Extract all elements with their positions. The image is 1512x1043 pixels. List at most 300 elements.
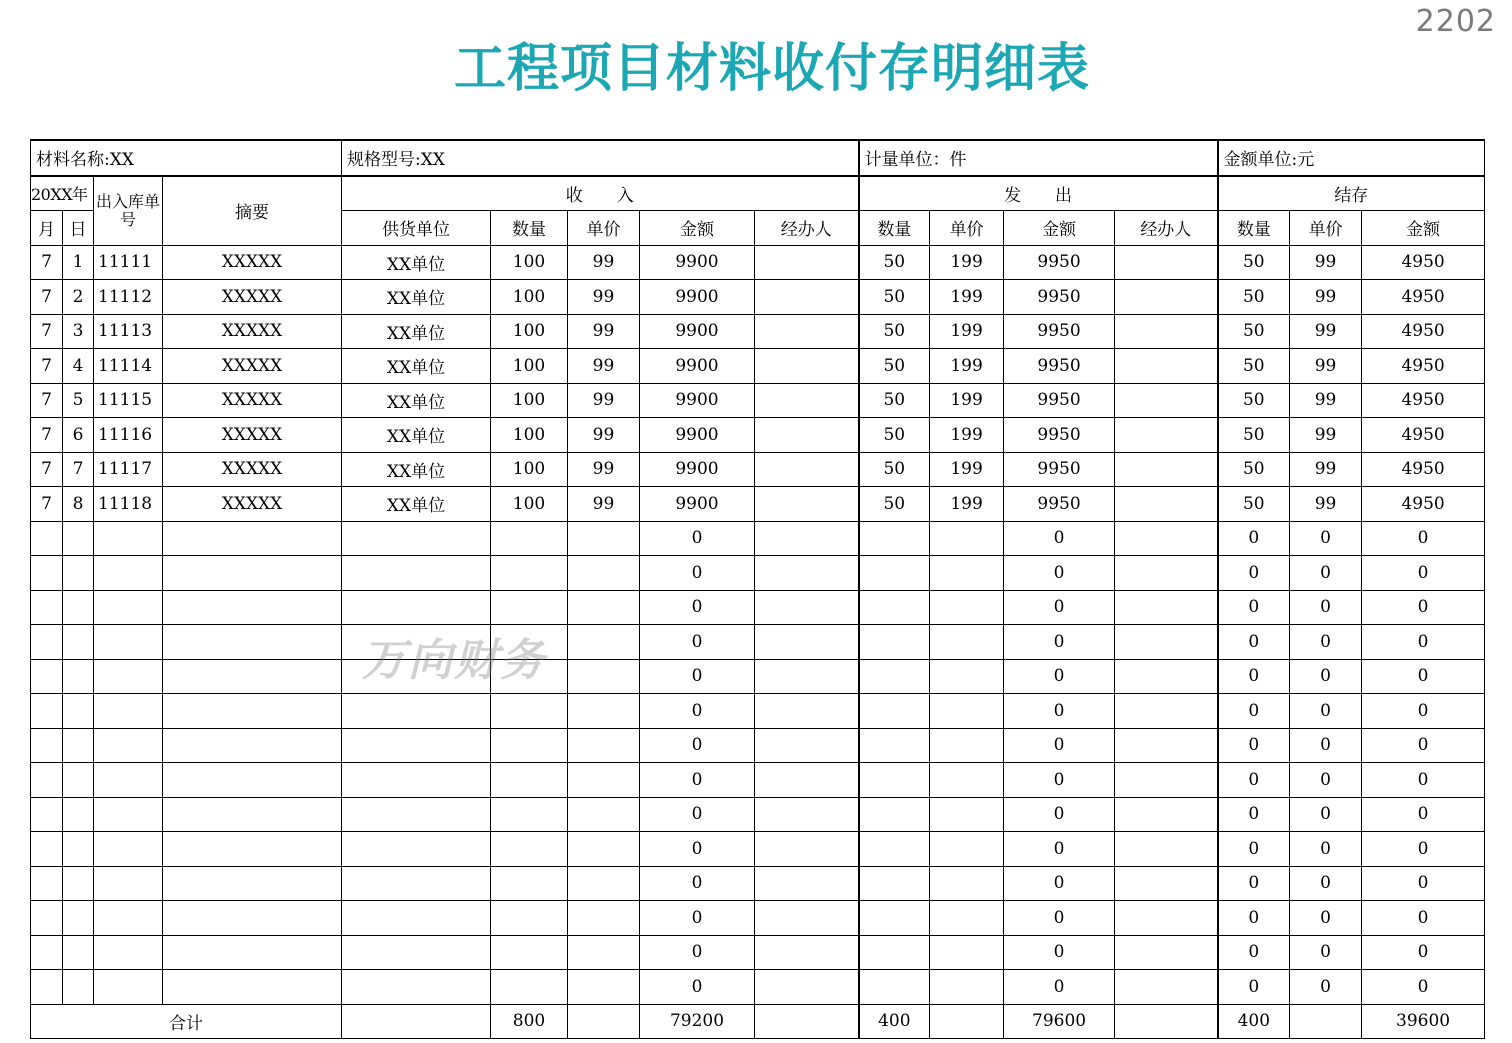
in-qty-cell [491,694,568,729]
in-amount-cell: 0 [640,590,755,625]
summary-cell [163,659,342,694]
out-amount-cell: 9950 [1004,314,1115,349]
out-amount-cell: 9950 [1004,487,1115,522]
in-amount-cell: 9900 [640,383,755,418]
io-no-cell: 11117 [94,452,163,487]
bal-qty-cell: 0 [1218,625,1290,660]
bal-qty-cell: 0 [1218,797,1290,832]
in-qty-cell [491,590,568,625]
io-no-cell [94,728,163,763]
day-cell: 8 [63,487,94,522]
in-handler-cell [755,970,859,1005]
bal-amount-cell: 4950 [1362,314,1485,349]
out-price-cell: 199 [930,418,1004,453]
in-amount-cell: 0 [640,728,755,763]
out-amount-cell: 9950 [1004,418,1115,453]
summary-cell [163,866,342,901]
in-qty-cell [491,901,568,936]
day-cell: 2 [63,280,94,315]
out-handler-cell [1115,728,1218,763]
in-price-cell [568,521,640,556]
out-price-cell: 199 [930,314,1004,349]
month-cell [31,625,63,660]
table-row [31,487,1485,522]
bal-price-cell: 0 [1290,901,1362,936]
bal-price-cell: 99 [1290,314,1362,349]
bal-price-cell: 0 [1290,866,1362,901]
month-cell [31,659,63,694]
out-amount-cell: 0 [1004,832,1115,867]
summary-cell [163,521,342,556]
io-no-cell [94,763,163,798]
in-handler-cell [755,314,859,349]
totals-empty-out-price [930,1004,1004,1039]
header-out-handler: 经办人 [1115,211,1218,246]
bal-amount-cell: 4950 [1362,383,1485,418]
supplier-cell [342,521,491,556]
bal-price-cell: 0 [1290,625,1362,660]
table-row [31,659,1485,694]
out-handler-cell [1115,590,1218,625]
bal-amount-cell: 0 [1362,763,1485,798]
io-no-cell [94,521,163,556]
supplier-cell: XX单位 [342,314,491,349]
out-qty-cell: 50 [859,280,930,315]
in-handler-cell [755,728,859,763]
table-row [31,314,1485,349]
out-handler-cell [1115,521,1218,556]
header-in-price: 单价 [568,211,640,246]
in-handler-cell [755,245,859,280]
in-handler-cell [755,797,859,832]
out-handler-cell [1115,935,1218,970]
out-qty-cell [859,866,930,901]
summary-cell: XXXXX [163,280,342,315]
totals-empty-in-handler [755,1004,859,1039]
month-cell: 7 [31,487,63,522]
table-row [31,625,1485,660]
supplier-cell [342,556,491,591]
bal-qty-cell: 50 [1218,349,1290,384]
bal-amount-cell: 0 [1362,797,1485,832]
io-no-cell [94,694,163,729]
table-row [31,935,1485,970]
supplier-cell: XX单位 [342,452,491,487]
out-price-cell [930,832,1004,867]
io-no-cell [94,590,163,625]
out-qty-cell [859,832,930,867]
out-handler-cell [1115,418,1218,453]
out-qty-cell [859,970,930,1005]
in-qty-cell: 100 [491,418,568,453]
in-amount-cell: 0 [640,625,755,660]
table-row [31,866,1485,901]
in-price-cell: 99 [568,245,640,280]
header-bal-qty: 数量 [1218,211,1290,246]
out-amount-cell: 9950 [1004,349,1115,384]
totals-label: 合计 [31,1004,342,1039]
bal-amount-cell: 0 [1362,590,1485,625]
header-issue: 发 出 [859,176,1218,211]
bal-qty-cell: 50 [1218,418,1290,453]
in-qty-cell [491,556,568,591]
io-no-cell [94,625,163,660]
io-no-cell: 11115 [94,383,163,418]
supplier-cell: XX单位 [342,418,491,453]
io-no-cell: 11118 [94,487,163,522]
bal-amount-cell: 0 [1362,970,1485,1005]
bal-qty-cell: 50 [1218,487,1290,522]
out-amount-cell: 0 [1004,763,1115,798]
table-row [31,452,1485,487]
totals-bal-amount: 39600 [1362,1004,1485,1039]
bal-amount-cell: 0 [1362,832,1485,867]
in-price-cell [568,797,640,832]
out-price-cell: 199 [930,487,1004,522]
month-cell [31,728,63,763]
supplier-cell [342,797,491,832]
summary-cell: XXXXX [163,349,342,384]
day-cell: 3 [63,314,94,349]
io-no-cell: 11112 [94,280,163,315]
totals-in-amount: 79200 [640,1004,755,1039]
summary-cell [163,625,342,660]
out-amount-cell: 0 [1004,659,1115,694]
out-price-cell: 199 [930,452,1004,487]
header-supplier: 供货单位 [342,211,491,246]
in-qty-cell [491,935,568,970]
out-handler-cell [1115,452,1218,487]
bal-amount-cell: 0 [1362,728,1485,763]
out-price-cell [930,935,1004,970]
out-qty-cell [859,694,930,729]
document-code: 2202 [1415,4,1496,39]
in-price-cell: 99 [568,487,640,522]
in-amount-cell: 0 [640,797,755,832]
in-handler-cell [755,763,859,798]
io-no-cell [94,970,163,1005]
io-no-cell [94,832,163,867]
io-no-cell: 11114 [94,349,163,384]
in-handler-cell [755,349,859,384]
out-handler-cell [1115,659,1218,694]
out-handler-cell [1115,625,1218,660]
month-cell [31,832,63,867]
out-handler-cell [1115,970,1218,1005]
summary-cell [163,797,342,832]
month-cell [31,935,63,970]
month-cell: 7 [31,314,63,349]
header-out-amount: 金额 [1004,211,1115,246]
in-handler-cell [755,935,859,970]
month-cell: 7 [31,418,63,453]
in-price-cell [568,625,640,660]
in-amount-cell: 0 [640,866,755,901]
in-price-cell [568,590,640,625]
summary-cell [163,970,342,1005]
bal-price-cell: 0 [1290,935,1362,970]
out-price-cell [930,970,1004,1005]
day-cell [63,625,94,660]
header-bal-amount: 金额 [1362,211,1485,246]
bal-price-cell: 0 [1290,694,1362,729]
bal-amount-cell: 0 [1362,625,1485,660]
summary-cell [163,935,342,970]
table-row [31,590,1485,625]
in-amount-cell: 9900 [640,245,755,280]
in-amount-cell: 9900 [640,487,755,522]
in-amount-cell: 0 [640,970,755,1005]
in-handler-cell [755,521,859,556]
in-qty-cell [491,832,568,867]
totals-row [31,1004,1485,1039]
month-cell [31,970,63,1005]
bal-qty-cell: 0 [1218,521,1290,556]
out-qty-cell [859,590,930,625]
out-handler-cell [1115,797,1218,832]
amount-unit: 金额单位:元 [1218,140,1485,176]
in-price-cell [568,728,640,763]
summary-cell [163,556,342,591]
bal-amount-cell: 0 [1362,521,1485,556]
material-name: 材料名称:XX [31,140,342,176]
supplier-cell [342,970,491,1005]
out-amount-cell: 9950 [1004,452,1115,487]
in-price-cell: 99 [568,383,640,418]
header-bal-price: 单价 [1290,211,1362,246]
out-price-cell [930,590,1004,625]
bal-qty-cell: 50 [1218,280,1290,315]
bal-price-cell: 0 [1290,763,1362,798]
bal-price-cell: 99 [1290,245,1362,280]
in-qty-cell [491,763,568,798]
summary-cell: XXXXX [163,418,342,453]
supplier-cell: XX单位 [342,487,491,522]
summary-cell [163,832,342,867]
bal-amount-cell: 4950 [1362,349,1485,384]
totals-empty-bal-price [1290,1004,1362,1039]
in-amount-cell: 0 [640,694,755,729]
bal-amount-cell: 0 [1362,659,1485,694]
header-year: 20XX年 [31,176,94,211]
in-amount-cell: 9900 [640,349,755,384]
bal-price-cell: 0 [1290,832,1362,867]
summary-cell: XXXXX [163,383,342,418]
out-handler-cell [1115,556,1218,591]
table-row [31,694,1485,729]
in-price-cell [568,556,640,591]
month-cell [31,866,63,901]
bal-qty-cell: 0 [1218,866,1290,901]
bal-price-cell: 0 [1290,521,1362,556]
in-price-cell: 99 [568,349,640,384]
out-amount-cell: 0 [1004,935,1115,970]
out-amount-cell: 0 [1004,590,1115,625]
header-row-1 [31,176,1485,211]
month-cell: 7 [31,383,63,418]
in-amount-cell: 9900 [640,452,755,487]
out-qty-cell: 50 [859,383,930,418]
header-month: 月 [31,211,63,246]
header-in-handler: 经办人 [755,211,859,246]
table-row [31,763,1485,798]
out-price-cell [930,866,1004,901]
bal-amount-cell: 0 [1362,694,1485,729]
out-amount-cell: 0 [1004,556,1115,591]
out-price-cell [930,728,1004,763]
io-no-cell [94,659,163,694]
day-cell: 7 [63,452,94,487]
day-cell [63,797,94,832]
day-cell: 1 [63,245,94,280]
io-no-cell: 11116 [94,418,163,453]
out-qty-cell: 50 [859,349,930,384]
day-cell: 6 [63,418,94,453]
out-price-cell [930,901,1004,936]
header-summary: 摘要 [163,176,342,246]
bal-qty-cell: 0 [1218,935,1290,970]
out-handler-cell [1115,280,1218,315]
in-qty-cell [491,970,568,1005]
in-qty-cell: 100 [491,245,568,280]
in-handler-cell [755,418,859,453]
in-amount-cell: 0 [640,832,755,867]
bal-qty-cell: 0 [1218,694,1290,729]
day-cell [63,832,94,867]
out-price-cell [930,694,1004,729]
in-price-cell [568,659,640,694]
in-price-cell: 99 [568,314,640,349]
out-handler-cell [1115,487,1218,522]
summary-cell: XXXXX [163,487,342,522]
out-qty-cell: 50 [859,245,930,280]
day-cell [63,694,94,729]
page-title: 工程项目材料收付存明细表 [453,39,1090,99]
in-handler-cell [755,487,859,522]
summary-cell [163,901,342,936]
out-price-cell: 199 [930,280,1004,315]
out-price-cell [930,625,1004,660]
month-cell: 7 [31,280,63,315]
in-price-cell: 99 [568,418,640,453]
table-row [31,349,1485,384]
in-amount-cell: 0 [640,763,755,798]
out-price-cell [930,797,1004,832]
month-cell [31,901,63,936]
in-price-cell [568,866,640,901]
supplier-cell [342,901,491,936]
table-row [31,797,1485,832]
in-price-cell: 99 [568,452,640,487]
day-cell [63,901,94,936]
in-handler-cell [755,866,859,901]
bal-price-cell: 0 [1290,728,1362,763]
bal-price-cell: 99 [1290,487,1362,522]
table-row [31,245,1485,280]
out-handler-cell [1115,314,1218,349]
out-handler-cell [1115,763,1218,798]
in-handler-cell [755,625,859,660]
header-out-qty: 数量 [859,211,930,246]
month-cell: 7 [31,245,63,280]
ledger-table [30,139,1485,1039]
table-row [31,280,1485,315]
unit-measure: 计量单位：件 [859,140,1218,176]
bal-qty-cell: 0 [1218,728,1290,763]
in-qty-cell: 100 [491,314,568,349]
out-price-cell [930,521,1004,556]
watermark-text: 万向财务 [362,635,546,686]
bal-amount-cell: 0 [1362,866,1485,901]
in-handler-cell [755,556,859,591]
supplier-cell [342,832,491,867]
table-row [31,728,1485,763]
in-amount-cell: 9900 [640,314,755,349]
header-io-no: 出入库单号 [94,176,163,246]
bal-price-cell: 99 [1290,418,1362,453]
out-handler-cell [1115,694,1218,729]
in-qty-cell [491,521,568,556]
header-balance: 结存 [1218,176,1485,211]
out-qty-cell: 50 [859,418,930,453]
in-amount-cell: 9900 [640,418,755,453]
supplier-cell [342,763,491,798]
in-amount-cell: 9900 [640,280,755,315]
out-price-cell [930,763,1004,798]
io-no-cell [94,866,163,901]
bal-amount-cell: 4950 [1362,245,1485,280]
header-in-qty: 数量 [491,211,568,246]
totals-in-qty: 800 [491,1004,568,1039]
in-amount-cell: 0 [640,556,755,591]
out-amount-cell: 0 [1004,901,1115,936]
out-qty-cell [859,556,930,591]
month-cell: 7 [31,452,63,487]
io-no-cell: 11111 [94,245,163,280]
in-amount-cell: 0 [640,901,755,936]
summary-cell [163,694,342,729]
totals-out-amount: 79600 [1004,1004,1115,1039]
day-cell [63,659,94,694]
in-handler-cell [755,694,859,729]
table-row [31,556,1485,591]
in-handler-cell [755,590,859,625]
spec-model: 规格型号:XX [342,140,859,176]
bal-price-cell: 99 [1290,280,1362,315]
bal-amount-cell: 0 [1362,556,1485,591]
header-day: 日 [63,211,94,246]
out-qty-cell [859,935,930,970]
out-handler-cell [1115,245,1218,280]
day-cell: 4 [63,349,94,384]
month-cell [31,556,63,591]
out-qty-cell [859,763,930,798]
io-no-cell [94,901,163,936]
in-qty-cell [491,797,568,832]
bal-price-cell: 99 [1290,349,1362,384]
in-price-cell [568,694,640,729]
bal-qty-cell: 0 [1218,556,1290,591]
out-amount-cell: 0 [1004,625,1115,660]
out-amount-cell: 0 [1004,970,1115,1005]
bal-price-cell: 99 [1290,452,1362,487]
bal-price-cell: 99 [1290,383,1362,418]
out-amount-cell: 9950 [1004,383,1115,418]
summary-cell [163,728,342,763]
supplier-cell [342,728,491,763]
in-amount-cell: 0 [640,659,755,694]
out-handler-cell [1115,383,1218,418]
